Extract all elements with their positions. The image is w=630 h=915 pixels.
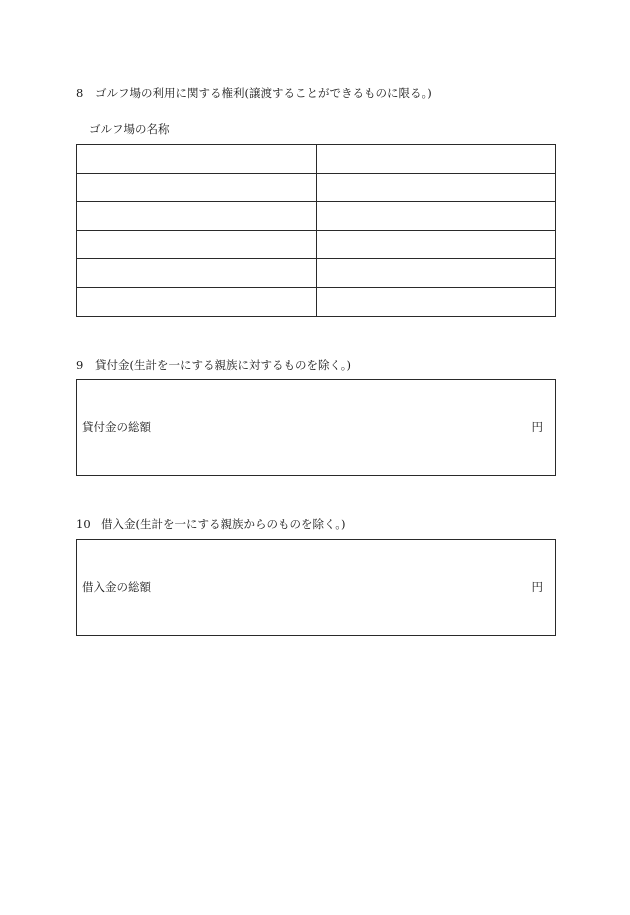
table-row [77,259,556,288]
table-cell[interactable] [317,230,556,259]
section8-heading [76,86,432,100]
table-cell[interactable] [77,145,317,174]
table-cell[interactable] [317,287,556,316]
section9-heading [76,358,351,372]
section8-title: ゴルフ場の利用に関する権利(譲渡することができるものに限る。) [95,86,432,100]
table-cell[interactable] [77,259,317,288]
table-cell[interactable] [77,287,317,316]
table-row [77,287,556,316]
yen-unit-label: 円 [531,580,543,594]
table-row [77,173,556,202]
golf-course-name-label: ゴルフ場の名称 [89,122,170,136]
table-cell[interactable] [317,202,556,231]
loans-payable-total-label: 借入金の総額 [82,580,151,594]
table-cell[interactable] [77,173,317,202]
section10-title: 借入金(生計を一にする親族からのものを除く。) [101,517,346,531]
table-cell[interactable] [77,230,317,259]
table-cell[interactable] [317,259,556,288]
table-cell[interactable] [317,145,556,174]
section9-title: 貸付金(生計を一にする親族に対するものを除く。) [95,358,351,372]
loans-receivable-box[interactable] [76,379,556,476]
golf-course-table [76,144,556,317]
yen-unit-label: 円 [531,420,543,434]
loans-receivable-total-label: 貸付金の総額 [82,420,151,434]
table-row [77,202,556,231]
section8-number: 8 [76,86,84,100]
table-row [77,230,556,259]
section9-number: 9 [76,358,84,372]
loans-payable-box[interactable] [76,539,556,636]
section10-number: 10 [76,517,91,531]
table-cell[interactable] [77,202,317,231]
table-row [77,145,556,174]
section10-heading [76,517,346,531]
table-cell[interactable] [317,173,556,202]
